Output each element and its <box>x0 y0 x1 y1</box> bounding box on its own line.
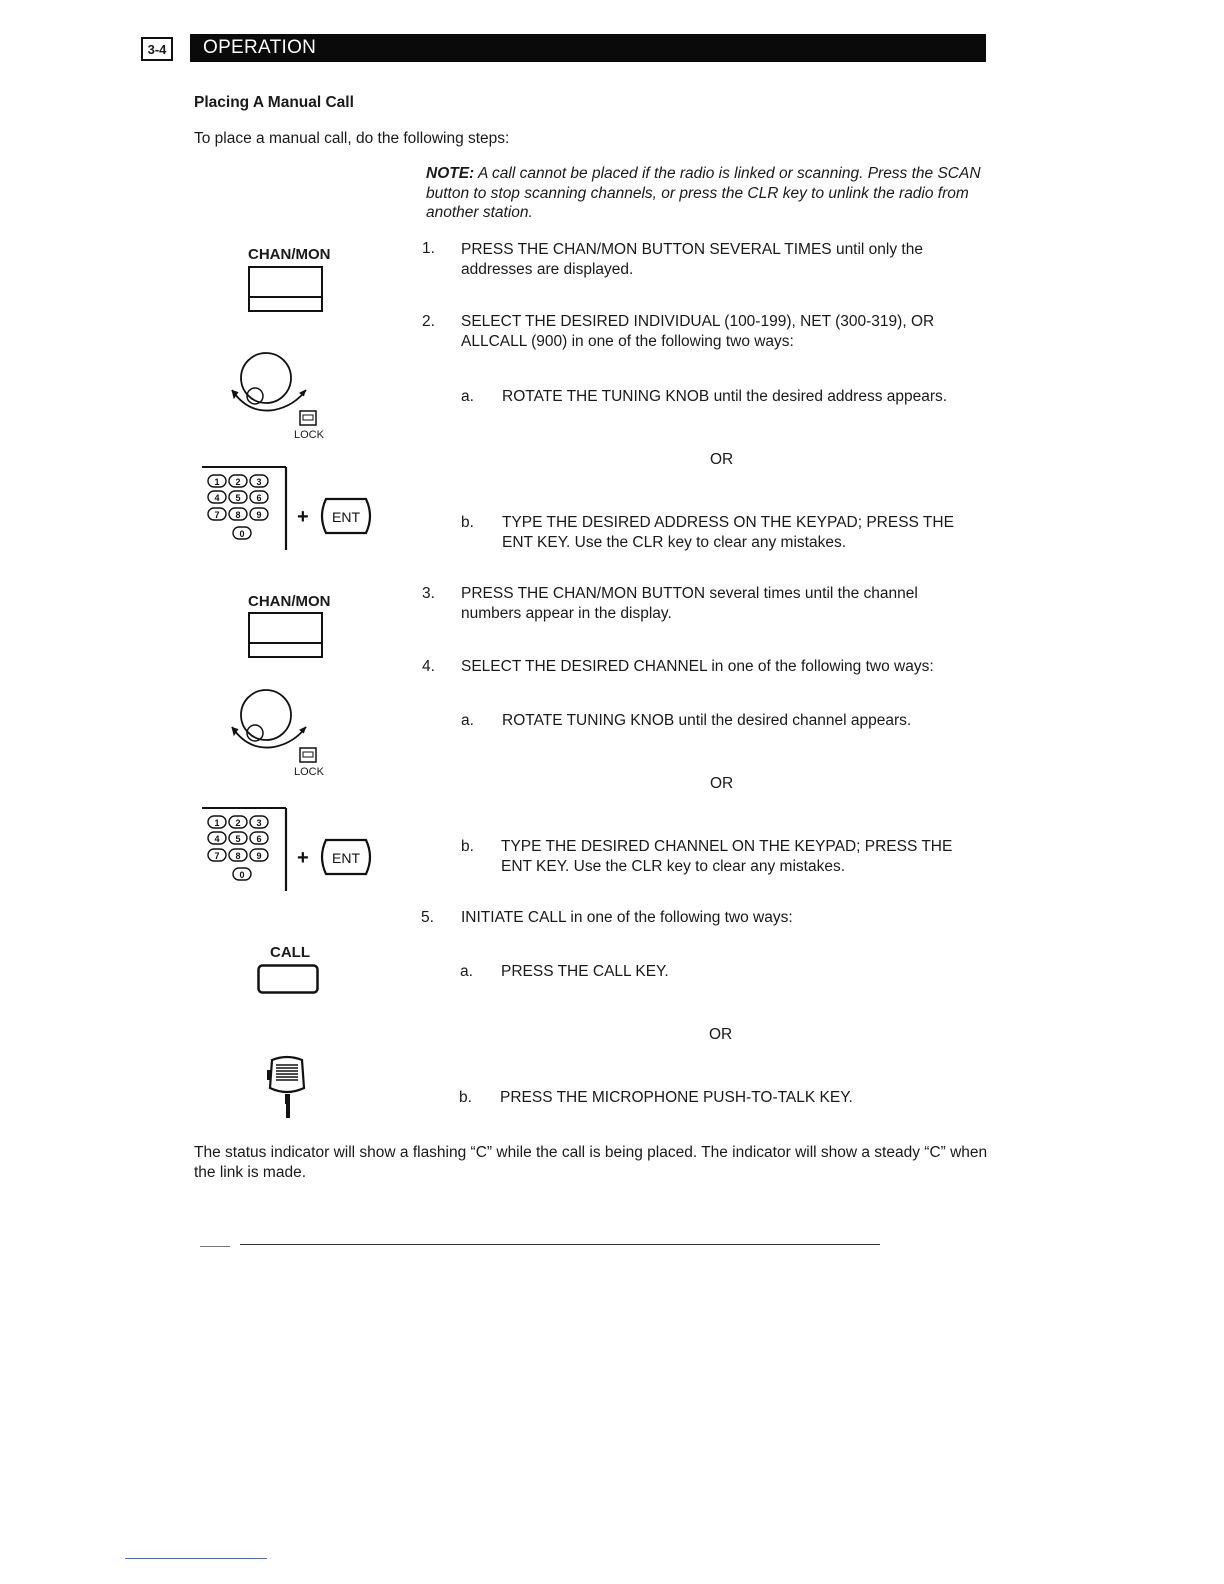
microphone-icon <box>266 1056 310 1122</box>
step-number: 4. <box>422 658 435 675</box>
substep-letter: b. <box>459 1089 472 1106</box>
keypad-icon <box>200 807 380 893</box>
keypad-key-5: 5 <box>235 493 241 503</box>
step-4b-text: TYPE THE DESIRED CHANNEL ON THE KEYPAD; PRESS THE ENT KEY. Use the CLR key to clear any mistakes. <box>501 838 953 875</box>
page-number-box: 3-4 <box>141 37 173 61</box>
keypad-key-7: 7 <box>214 510 220 520</box>
ent-key-label: ENT <box>332 850 360 866</box>
chan-mon-label: CHAN/MON <box>248 593 331 610</box>
keypad-key-8: 8 <box>235 510 241 520</box>
keypad-key-4: 4 <box>214 834 220 844</box>
ent-key-label: ENT <box>332 509 360 525</box>
section-header-bar <box>190 34 986 62</box>
call-key-icon <box>257 964 321 996</box>
substep-letter: a. <box>461 712 474 729</box>
note-paragraph <box>426 164 996 223</box>
keypad-key-7: 7 <box>214 851 220 861</box>
substep-letter: a. <box>460 963 473 980</box>
keypad-key-1: 1 <box>214 818 220 828</box>
scan-edge-line <box>125 1558 267 1559</box>
step-2-text: SELECT THE DESIRED INDIVIDUAL (100-199), NET (300-319), OR ALLCALL (900) in one of the following two ways: <box>461 313 935 350</box>
chan-mon-label: CHAN/MON <box>248 246 331 263</box>
tuning-knob-icon <box>228 689 328 764</box>
note-text: A call cannot be placed if the radio is linked or scanning. Press the SCAN button to stop scanning channels, or press the CLR key to unlink the radio from another station. <box>426 165 981 221</box>
substep-letter: a. <box>461 388 474 405</box>
keypad-key-0: 0 <box>239 870 245 880</box>
intro-text: To place a manual call, do the following steps: <box>194 130 510 147</box>
keypad-key-4: 4 <box>214 493 220 503</box>
keypad-key-5: 5 <box>235 834 241 844</box>
keypad-key-9: 9 <box>256 851 262 861</box>
keypad-key-3: 3 <box>256 818 262 828</box>
chan-mon-button-icon <box>248 612 324 660</box>
bottom-divider <box>240 1244 880 1245</box>
call-key-label: CALL <box>270 944 310 961</box>
keypad-key-8: 8 <box>235 851 241 861</box>
keypad-key-2: 2 <box>235 477 241 487</box>
tuning-knob-icon <box>228 352 328 427</box>
step-number: 1. <box>422 240 435 257</box>
step-2a-text: ROTATE THE TUNING KNOB until the desired address appears. <box>502 388 948 405</box>
keypad-key-3: 3 <box>256 477 262 487</box>
page-title: Placing A Manual Call <box>194 94 354 111</box>
note-label: NOTE: <box>426 165 475 182</box>
section-title: OPERATION <box>203 37 317 58</box>
step-1-text: PRESS THE CHAN/MON BUTTON SEVERAL TIMES until only the addresses are displayed. <box>461 241 923 278</box>
step-5-text: INITIATE CALL in one of the following two ways: <box>461 909 793 926</box>
or-separator: OR <box>710 451 734 468</box>
keypad-key-9: 9 <box>256 510 262 520</box>
step-5b-text: PRESS THE MICROPHONE PUSH-TO-TALK KEY. <box>500 1089 853 1106</box>
keypad-key-6: 6 <box>256 493 262 503</box>
step-4a-text: ROTATE TUNING KNOB until the desired channel appears. <box>502 712 912 729</box>
substep-letter: b. <box>461 514 474 531</box>
step-3-text: PRESS THE CHAN/MON BUTTON several times until the channel numbers appear in the display. <box>461 585 918 622</box>
step-number: 3. <box>422 585 435 602</box>
plus-sign: + <box>297 506 309 528</box>
step-number: 2. <box>422 313 435 330</box>
lock-label: LOCK <box>294 766 324 778</box>
step-2b-text: TYPE THE DESIRED ADDRESS ON THE KEYPAD; PRESS THE ENT KEY. Use the CLR key to clear any mistakes. <box>502 514 954 551</box>
keypad-icon <box>200 466 380 552</box>
or-separator: OR <box>709 1026 733 1043</box>
step-4-text: SELECT THE DESIRED CHANNEL in one of the following two ways: <box>461 658 934 675</box>
keypad-key-6: 6 <box>256 834 262 844</box>
lock-label: LOCK <box>294 429 324 441</box>
keypad-key-0: 0 <box>239 529 245 539</box>
substep-letter: b. <box>461 838 474 855</box>
status-indicator-paragraph: The status indicator will show a flashing “C” while the call is being placed. The indicator will show a steady “C” when the link is made. <box>194 1144 988 1181</box>
or-separator: OR <box>710 775 734 792</box>
bottom-divider-fragment <box>200 1246 230 1247</box>
keypad-key-2: 2 <box>235 818 241 828</box>
keypad-key-1: 1 <box>214 477 220 487</box>
chan-mon-button-icon <box>248 266 324 314</box>
step-number: 5. <box>421 909 434 926</box>
plus-sign: + <box>297 847 309 869</box>
step-5a-text: PRESS THE CALL KEY. <box>501 963 669 980</box>
